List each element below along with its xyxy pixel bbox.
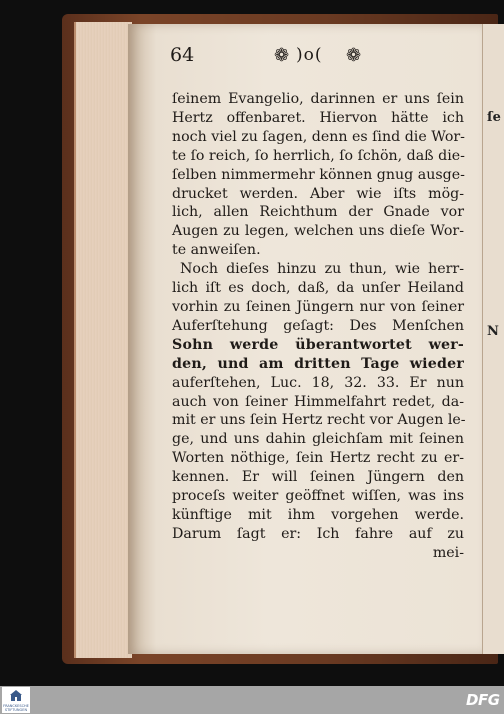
- text-line: ſelben nimmermehr können gnug ausge-: [172, 166, 465, 183]
- page-header: [170, 44, 470, 70]
- library-logo-text: FRANCKESCHE STIFTUNGEN: [3, 704, 29, 712]
- text-line: Darum ſagt er: Ich fahre auf zu: [172, 525, 464, 542]
- text-line: Sohn werde überantwortet wer-: [172, 336, 464, 353]
- footer-bar: [0, 686, 504, 714]
- text-line: Worten nöthige, ſein Hertz recht zu er-: [172, 450, 464, 467]
- text-line: ſeinem Evangelio, darinnen er uns ſein: [172, 91, 464, 107]
- text-line: Augen zu legen, welchen uns dieſe Wor-: [172, 223, 464, 240]
- page-edges: [74, 22, 132, 658]
- text-line: den, und am dritten Tage wieder: [172, 355, 464, 372]
- text-line: Auferſtehung geſagt: Des Menſchen: [172, 317, 464, 334]
- page-number: 64: [170, 44, 195, 66]
- text-line: ge, und uns dahin gleichſam mit ſeinen: [172, 431, 464, 448]
- franckesche-stiftungen-logo-icon: [9, 690, 23, 702]
- facing-page-edge: [482, 24, 504, 654]
- text-line: te ſo reich, ſo herrlich, ſo ſchön, daß die-: [172, 147, 465, 164]
- text-line: mit er uns ſein Hertz recht vor Augen le-: [172, 412, 466, 429]
- text-line: te anweiſen.: [172, 242, 261, 259]
- flower-ornament-icon: ❁: [346, 45, 362, 66]
- facing-page-fragment: N: [487, 324, 499, 339]
- text-line: auferſtehen, Luc. 18, 32. 33. Er nun: [172, 374, 464, 391]
- library-logo[interactable]: [2, 687, 30, 713]
- text-line: proceſs weiter geöffnet wiſſen, was ins: [172, 488, 464, 505]
- text-line: künftige mit ihm vorgehen werde.: [172, 506, 464, 523]
- text-line: vorhin zu ſeinen Jüngern nur von ſeiner: [172, 298, 464, 315]
- facing-page-fragment: ſe: [487, 110, 501, 125]
- text-line: lich iſt es doch, daß, da unſer Heiland: [172, 280, 464, 297]
- header-ornament: )o(: [296, 45, 323, 65]
- text-line: drucket werden. Aber wie iſts mög-: [172, 185, 464, 202]
- text-line: Noch dieſes hinzu zu thun, wie herr-: [180, 261, 464, 278]
- catchword: mei-: [432, 544, 464, 561]
- text-line: kennen. Er will ſeinen Jüngern den: [172, 469, 464, 486]
- dfg-logo[interactable]: DFG: [466, 691, 500, 709]
- page-text: [172, 90, 464, 563]
- flower-ornament-icon: ❁: [274, 45, 290, 66]
- text-line: auch von ſeiner Himmelfahrt redet, da-: [172, 393, 464, 410]
- text-line: lich, allen Reichthum der Gnade vor: [172, 204, 464, 221]
- text-line: noch viel zu ſagen, denn es ſind die Wor-: [172, 128, 465, 145]
- text-line: Hertz offenbaret. Hiervon hätte ich: [172, 109, 464, 126]
